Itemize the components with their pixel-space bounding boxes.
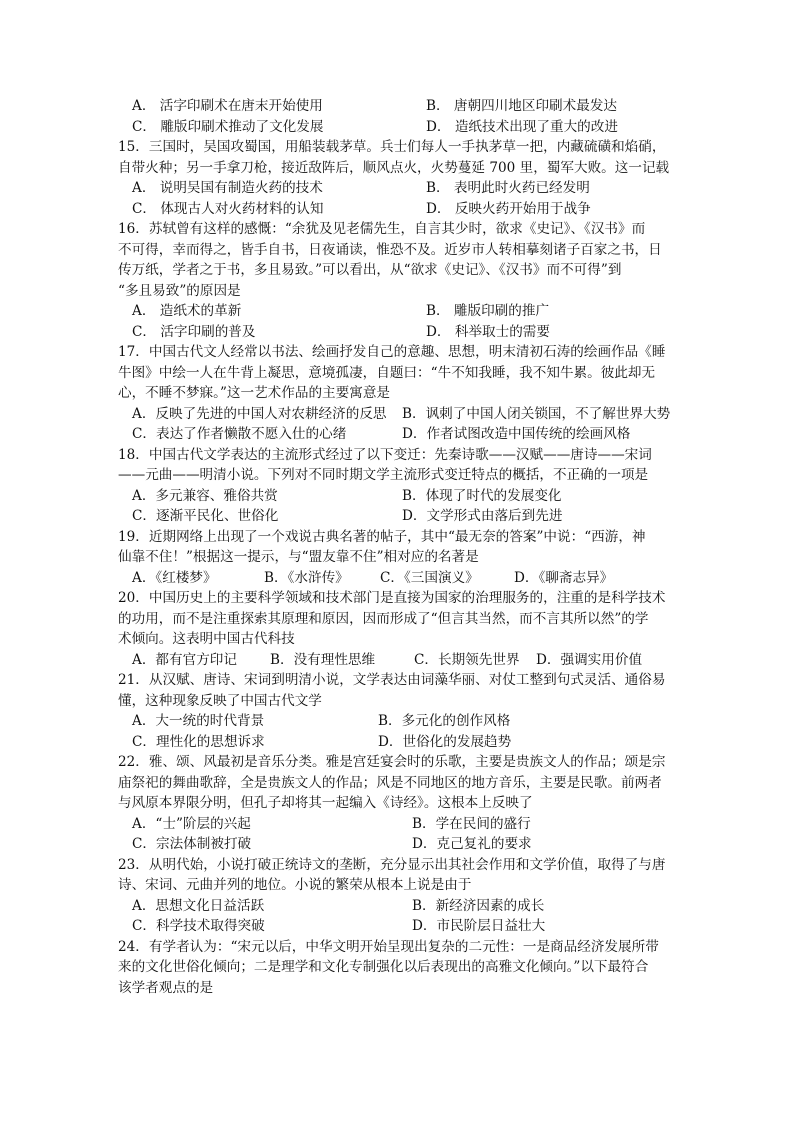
q18-option-b[interactable]: B．体现了时代的发展变化: [402, 487, 562, 504]
q24-stem-line-3: 该学者观点的是: [118, 979, 214, 996]
q16-stem-line-3: 传万纸，学者之于书，多且易致。”可以看出，从“欲求《史记》、《汉书》而不可得”到: [118, 262, 622, 278]
q17-stem-line-1: 17．中国古代文人经常以书法、绘画抒发自己的意趣、思想，明末清初石涛的绘画作品《睡: [118, 344, 666, 360]
q22-stem-line-1: 22．雅、颂、风最初是音乐分类。雅是宫廷宴会时的乐歌，主要是贵族文人的作品；颂是宗: [118, 754, 666, 770]
q15-options-row-2: [118, 199, 678, 220]
q21-option-a[interactable]: A．大一统的时代背景: [132, 713, 265, 729]
q21-option-c[interactable]: C．理性化的思想诉求: [132, 733, 265, 750]
q19-stem-line-1: 19．近期网络上出现了一个戏说古典名著的帖子，其中“最无奈的答案”中说：“西游，神: [118, 528, 646, 545]
q20-option-a[interactable]: A．都有官方印记: [132, 651, 237, 668]
q20-stem-line-3: 术倾向。这表明中国古代科技: [118, 631, 295, 647]
q21-stem-line-1: 21．从汉赋、唐诗、宋词到明清小说，文学表达由词藻华丽、对仗工整到句式灵活、通俗易: [118, 672, 666, 688]
q19-stem-line-2: 仙靠不住！”根据这一提示，与“盟友靠不住”相对应的名著是: [118, 549, 479, 565]
q23-option-a[interactable]: A．思想文化日益活跃: [132, 897, 265, 914]
q19-option-a[interactable]: A．《红楼梦》: [132, 569, 217, 586]
q17-option-a[interactable]: A．反映了先进的中国人对农耕经济的反思: [132, 405, 387, 422]
q22-stem-line-2: 庙祭祀的舞曲歌辞，全是贵族文人的作品；风是不同地区的地方音乐，主要是民歌。前两者: [118, 774, 662, 791]
q18-option-a[interactable]: A．多元兼容、雅俗共赏: [132, 487, 278, 504]
q14-option-a[interactable]: A． 活字印刷术在唐末开始使用: [132, 98, 323, 114]
q17-option-b[interactable]: B．讽刺了中国人闭关锁国，不了解世界大势: [402, 405, 671, 422]
q23-options-row-2: [118, 916, 678, 937]
q19-options-row: [118, 568, 678, 589]
exam-page: [118, 96, 678, 998]
q16-options-row-2: [118, 322, 678, 343]
q15-option-c[interactable]: C． 体现古人对火药材料的认知: [132, 200, 324, 217]
q24-stem-line-1: 24．有学者认为：“宋元以后，中华文明开始呈现出复杂的二元性：一是商品经济发展所带: [118, 938, 659, 955]
q18-stem-line-1: 18．中国古代文学表达的主流形式经过了以下变迁：先秦诗歌——汉赋——唐诗——宋词: [118, 446, 652, 463]
q23-stem-line-1: 23．从明代始，小说打破正统诗文的垄断，充分显示出其社会作用和文学价值，取得了与唐: [118, 856, 666, 873]
q20-stem-line-2: 的功用，而不是注重探索其原理和原因，因而形成了“但言其当然，而不言其所以然”的学: [118, 610, 649, 627]
q14-option-c[interactable]: C． 雕版印刷术推动了文化发展: [132, 118, 324, 135]
q20-stem-line-1: 20．中国历史上的主要科学领域和技术部门是直接为国家的治理服务的，注重的是科学技术: [118, 590, 666, 606]
q21-option-d[interactable]: D．世俗化的发展趋势: [378, 733, 512, 750]
q22-options-row-2: [118, 834, 678, 855]
q14-options-row-1: [118, 96, 678, 117]
q18-options-row-2: [118, 506, 678, 527]
q17-stem-line-3: 心，不睡不梦寐。”这一艺术作品的主要寓意是: [118, 385, 391, 401]
q16-option-a[interactable]: A． 造纸术的革新: [132, 303, 242, 319]
q23-option-c[interactable]: C．科学技术取得突破: [132, 918, 265, 934]
q16-option-c[interactable]: C． 活字印刷的普及: [132, 323, 256, 340]
q24-stem-line-2: 来的文化世俗化倾向；二是理学和文化专制强化以后表现出的高雅文化倾向。”以下最符合: [118, 959, 649, 975]
q17-options-row-2: [118, 424, 678, 445]
q20-option-d[interactable]: D．强调实用价值: [536, 651, 643, 668]
q16-options-row-1: [118, 301, 678, 322]
q22-option-d[interactable]: D．克己复礼的要求: [412, 836, 532, 852]
q14-options-row-2: [118, 117, 678, 138]
q20-option-c[interactable]: C．长期领先世界: [414, 651, 520, 668]
q22-stem-line-3: 与风原本界限分明，但孔子却将其一起编入《诗经》。这根本上反映了: [118, 795, 533, 811]
q20-option-b[interactable]: B．没有理性思维: [270, 651, 376, 668]
q19-option-c[interactable]: C．《三国演义》: [380, 569, 479, 586]
q22-option-c[interactable]: C．宗法体制被打破: [132, 836, 252, 852]
q15-option-b[interactable]: B． 表明此时火药已经发明: [426, 180, 590, 196]
q22-option-a[interactable]: A．“士”阶层的兴起: [132, 815, 251, 832]
q19-option-b[interactable]: B．《水浒传》: [264, 569, 349, 586]
q19-option-d[interactable]: D．《聊斋志异》: [514, 569, 614, 586]
q18-option-d[interactable]: D．文学形式由落后到先进: [402, 508, 563, 524]
q18-stem-line-2: ——元曲——明清小说。下列对不同时期文学主流形式变迁特点的概括，不正确的一项是: [118, 467, 649, 483]
q21-stem-line-2: 懂，这种现象反映了中国古代文学: [118, 692, 322, 709]
q21-option-b[interactable]: B．多元化的创作风格: [378, 713, 511, 729]
q16-option-d[interactable]: D． 科举取士的需要: [426, 323, 550, 340]
q17-options-row-1: [118, 404, 678, 425]
q22-option-b[interactable]: B．学在民间的盛行: [412, 815, 531, 832]
q23-stem-line-2: 诗、宋词、元曲并列的地位。小说的繁荣从根本上说是由于: [118, 877, 472, 893]
q16-stem-line-4: “多且易致”的原因是: [118, 282, 241, 299]
q15-options-row-1: [118, 178, 678, 199]
q20-options-row: [118, 650, 678, 671]
q21-options-row-2: [118, 732, 678, 753]
q18-options-row-1: [118, 486, 678, 507]
q21-options-row-1: [118, 711, 678, 732]
q23-option-d[interactable]: D．市民阶层日益壮大: [412, 918, 546, 934]
q16-option-b[interactable]: B． 雕版印刷的推广: [426, 303, 550, 319]
q16-stem-line-1: 16．苏轼曾有这样的感慨：“余犹及见老儒先生，自言其少时，欲求《史记》、《汉书》而: [118, 221, 646, 237]
q15-stem-line-1: 15．三国时，吴国攻蜀国，用船装载茅草。兵士们每人一手执茅草一把，内藏硫磺和焰硝，: [118, 139, 666, 155]
q17-stem-line-2: 牛图》中绘一人在牛背上凝思，意境孤凄，自题曰：“牛不知我睡，我不知牛累。彼此却无: [118, 364, 656, 381]
q17-option-c[interactable]: C．表达了作者懒散不愿入仕的心绪: [132, 426, 347, 442]
q23-options-row-1: [118, 896, 678, 917]
q22-options-row-1: [118, 814, 678, 835]
q16-stem-line-2: 不可得，幸而得之，皆手自书，日夜诵读，惟恐不及。近岁市人转相摹刻诸子百家之书，日: [118, 241, 662, 258]
q14-option-d[interactable]: D． 造纸技术出现了重大的改进: [426, 118, 618, 135]
q17-option-d[interactable]: D．作者试图改造中国传统的绘画风格: [402, 426, 631, 442]
q23-option-b[interactable]: B．新经济因素的成长: [412, 897, 545, 914]
q15-option-d[interactable]: D． 反映火药开始用于战争: [426, 200, 591, 217]
q15-stem-line-2: 自带火种；另一手拿刀枪，接近敌阵后，顺风点火，火势蔓延 700 里，蜀军大败。这一记载: [118, 159, 670, 176]
q14-option-b[interactable]: B． 唐朝四川地区印刷术最发达: [426, 98, 618, 114]
q18-option-c[interactable]: C．逐渐平民化、世俗化: [132, 508, 279, 524]
q15-option-a[interactable]: A． 说明吴国有制造火药的技术: [132, 180, 323, 196]
